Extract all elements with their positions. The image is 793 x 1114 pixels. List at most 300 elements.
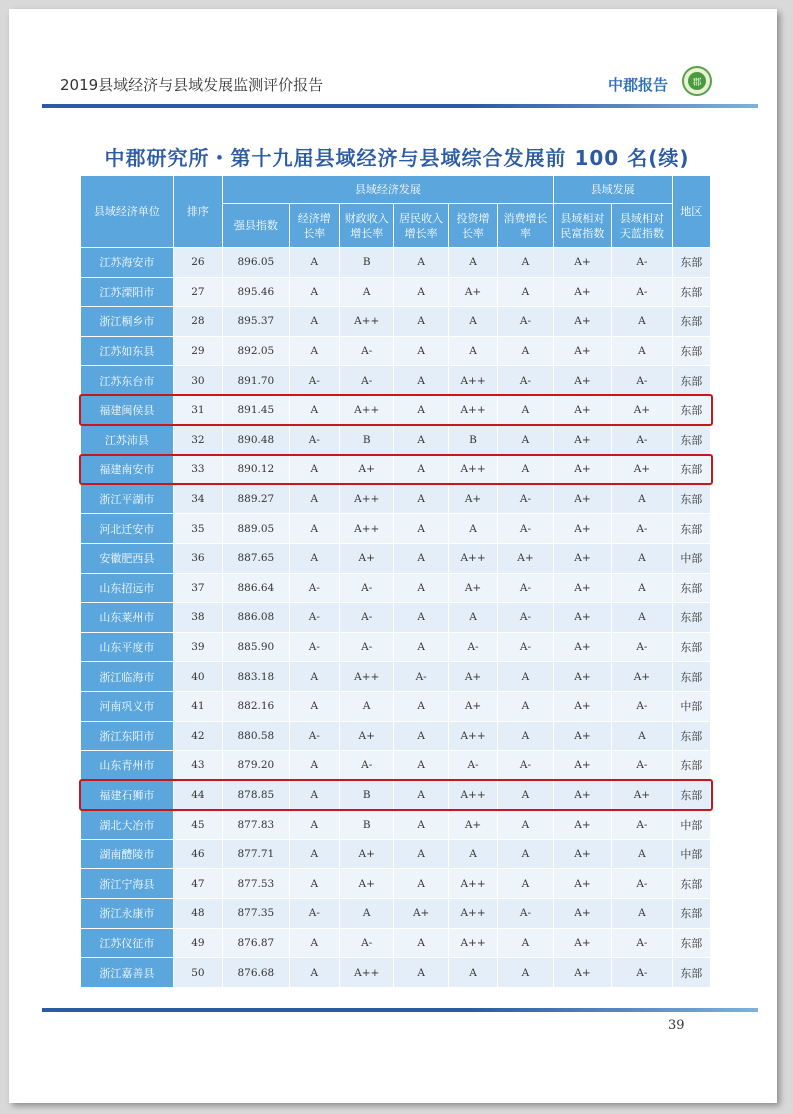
grade-cell: A [340,899,394,929]
grade-cell: B [340,810,394,840]
grade-cell: A++ [340,662,394,692]
grade-cell: A- [498,603,553,633]
grade-cell: A [612,603,672,633]
table-row [81,395,711,425]
index-cell: 886.64 [223,573,290,603]
region-cell: 东部 [672,869,710,899]
table-row [81,751,711,781]
grade-cell: A++ [340,484,394,514]
grade-cell: A++ [448,721,497,751]
county-name-cell: 河南巩义市 [81,691,174,721]
table-row [81,366,711,396]
grade-cell: A [340,691,394,721]
county-name-cell: 江苏海安市 [81,248,174,278]
grade-cell: A [289,336,339,366]
grade-cell: A [498,248,553,278]
region-cell: 东部 [672,603,710,633]
grade-cell: A [394,277,448,307]
table-row [81,839,711,869]
grade-cell: A+ [612,395,672,425]
grade-cell: A- [289,573,339,603]
brand-name: 中郡报告 [608,76,669,94]
subheader-cell: 消费增长率 [498,204,553,248]
grade-cell: A [394,514,448,544]
table-row [81,543,711,573]
grade-cell: A- [612,869,672,899]
grade-cell: A+ [612,780,672,810]
region-cell: 东部 [672,336,710,366]
grade-cell: A [289,307,339,337]
grade-cell: A+ [340,869,394,899]
grade-cell: A [498,810,553,840]
grade-cell: A [612,839,672,869]
grade-cell: A- [394,662,448,692]
rank-cell: 27 [173,277,222,307]
grade-cell: A [394,573,448,603]
rank-cell: 29 [173,336,222,366]
subheader-cell: 投资增长率 [448,204,497,248]
grade-cell: A+ [553,751,611,781]
county-name-cell: 河北迁安市 [81,514,174,544]
index-cell: 895.37 [223,307,290,337]
grade-cell: A [498,395,553,425]
grade-cell: A [394,632,448,662]
table-row [81,721,711,751]
grade-cell: A+ [448,277,497,307]
grade-cell: A [289,248,339,278]
index-cell: 887.65 [223,543,290,573]
grade-cell: A- [289,632,339,662]
rank-cell: 36 [173,543,222,573]
county-name-cell: 安徽肥西县 [81,543,174,573]
grade-cell: A++ [340,395,394,425]
region-cell: 中部 [672,543,710,573]
grade-cell: A [498,839,553,869]
rank-cell: 45 [173,810,222,840]
grade-cell: A+ [553,543,611,573]
grade-cell: B [448,425,497,455]
table-row [81,336,711,366]
grade-cell: A [289,277,339,307]
grade-cell: A [448,307,497,337]
county-name-cell: 湖南醴陵市 [81,839,174,869]
grade-cell: A [394,928,448,958]
grade-cell: A [448,958,497,988]
grade-cell: A- [289,899,339,929]
region-cell: 中部 [672,810,710,840]
grade-cell: A [394,869,448,899]
grade-cell: A [448,839,497,869]
index-cell: 895.46 [223,277,290,307]
table-row [81,277,711,307]
table-row [81,958,711,988]
grade-cell: A [289,780,339,810]
grade-cell: A [289,484,339,514]
rank-cell: 32 [173,425,222,455]
county-name-cell: 山东招远市 [81,573,174,603]
table-row [81,869,711,899]
grade-cell: A+ [340,839,394,869]
grade-cell: A [498,928,553,958]
grade-cell: A [289,691,339,721]
grade-cell: A+ [553,573,611,603]
grade-cell: A- [612,425,672,455]
grade-cell: A+ [553,455,611,485]
grade-cell: A- [498,366,553,396]
table-row [81,573,711,603]
grade-cell: A++ [448,780,497,810]
grade-cell: A+ [340,543,394,573]
header-economy-group: 县域经济发展 [223,176,554,204]
index-cell: 876.68 [223,958,290,988]
region-cell: 东部 [672,395,710,425]
grade-cell: A [289,810,339,840]
region-cell: 东部 [672,425,710,455]
grade-cell: A [289,514,339,544]
county-name-cell: 浙江宁海县 [81,869,174,899]
grade-cell: A- [340,751,394,781]
brand-logo-icon [682,66,712,96]
grade-cell: A- [612,751,672,781]
rank-cell: 35 [173,514,222,544]
grade-cell: A [498,662,553,692]
header-rank: 排序 [173,176,222,248]
rank-cell: 46 [173,839,222,869]
index-cell: 878.85 [223,780,290,810]
subheader-cell: 财政收入增长率 [340,204,394,248]
grade-cell: A+ [553,869,611,899]
index-cell: 883.18 [223,662,290,692]
grade-cell: A [289,958,339,988]
grade-cell: A [394,395,448,425]
grade-cell: A [394,751,448,781]
region-cell: 东部 [672,662,710,692]
grade-cell: A+ [448,484,497,514]
grade-cell: A+ [553,336,611,366]
table-row [81,810,711,840]
grade-cell: A [498,425,553,455]
county-name-cell: 江苏如东县 [81,336,174,366]
grade-cell: A- [498,899,553,929]
region-cell: 东部 [672,751,710,781]
grade-cell: A [612,484,672,514]
grade-cell: A++ [340,307,394,337]
grade-cell: A [394,307,448,337]
grade-cell: A [289,869,339,899]
grade-cell: A [394,543,448,573]
county-name-cell: 浙江东阳市 [81,721,174,751]
rank-cell: 28 [173,307,222,337]
index-cell: 877.35 [223,899,290,929]
grade-cell: A+ [553,277,611,307]
grade-cell: A- [498,514,553,544]
grade-cell: A- [612,514,672,544]
county-name-cell: 浙江临海市 [81,662,174,692]
grade-cell: A [448,514,497,544]
rank-cell: 38 [173,603,222,633]
region-cell: 东部 [672,248,710,278]
county-name-cell: 江苏溧阳市 [81,277,174,307]
grade-cell: A- [448,632,497,662]
grade-cell: A [612,721,672,751]
region-cell: 东部 [672,484,710,514]
grade-cell: A [394,603,448,633]
header-divider [42,104,758,108]
grade-cell: A [498,869,553,899]
rank-cell: 41 [173,691,222,721]
grade-cell: A++ [448,869,497,899]
grade-cell: A++ [448,366,497,396]
grade-cell: A- [498,751,553,781]
grade-cell: A [612,899,672,929]
grade-cell: A [394,455,448,485]
rank-cell: 37 [173,573,222,603]
grade-cell: A- [289,366,339,396]
rank-cell: 31 [173,395,222,425]
region-cell: 东部 [672,958,710,988]
subheader-cell: 居民收入增长率 [394,204,448,248]
grade-cell: A+ [553,928,611,958]
grade-cell: A [498,336,553,366]
table-row [81,248,711,278]
region-cell: 东部 [672,455,710,485]
grade-cell: A+ [553,632,611,662]
grade-cell: A+ [553,395,611,425]
grade-cell: A+ [553,603,611,633]
grade-cell: A [394,691,448,721]
grade-cell: A- [612,632,672,662]
index-cell: 885.90 [223,632,290,662]
index-cell: 890.48 [223,425,290,455]
index-cell: 890.12 [223,455,290,485]
index-cell: 889.27 [223,484,290,514]
grade-cell: A+ [553,366,611,396]
ranking-table [80,175,711,988]
county-name-cell: 江苏沛县 [81,425,174,455]
index-cell: 896.05 [223,248,290,278]
grade-cell: A- [340,632,394,662]
report-title: 2019县域经济与县域发展监测评价报告 [60,76,324,94]
county-name-cell: 浙江平湖市 [81,484,174,514]
grade-cell: B [340,425,394,455]
grade-cell: A- [612,277,672,307]
grade-cell: A+ [553,662,611,692]
grade-cell: B [340,780,394,810]
index-cell: 892.05 [223,336,290,366]
grade-cell: A+ [553,839,611,869]
index-cell: 876.87 [223,928,290,958]
grade-cell: A+ [340,455,394,485]
grade-cell: A++ [448,543,497,573]
table-row [81,928,711,958]
rank-cell: 44 [173,780,222,810]
table-row [81,514,711,544]
index-cell: 877.53 [223,869,290,899]
county-name-cell: 福建闽侯县 [81,395,174,425]
header-unit: 县域经济单位 [81,176,174,248]
index-cell: 877.83 [223,810,290,840]
county-name-cell: 湖北大冶市 [81,810,174,840]
county-name-cell: 山东平度市 [81,632,174,662]
grade-cell: A+ [553,484,611,514]
grade-cell: A+ [448,810,497,840]
grade-cell: A+ [448,573,497,603]
grade-cell: A [289,751,339,781]
grade-cell: A++ [340,958,394,988]
grade-cell: A++ [448,899,497,929]
region-cell: 东部 [672,366,710,396]
county-name-cell: 浙江嘉善县 [81,958,174,988]
table-row [81,691,711,721]
county-name-cell: 福建南安市 [81,455,174,485]
grade-cell: A [394,810,448,840]
grade-cell: A+ [448,691,497,721]
grade-cell: A [394,484,448,514]
table-row [81,307,711,337]
grade-cell: A [340,277,394,307]
grade-cell: A- [340,603,394,633]
table-row [81,632,711,662]
region-cell: 东部 [672,514,710,544]
grade-cell: A++ [448,395,497,425]
grade-cell: A [448,248,497,278]
grade-cell: A [289,928,339,958]
index-cell: 877.71 [223,839,290,869]
table-row [81,484,711,514]
table-row [81,425,711,455]
grade-cell: A+ [553,691,611,721]
grade-cell: A [612,336,672,366]
table-row [81,780,711,810]
grade-cell: A [498,780,553,810]
grade-cell: A+ [498,543,553,573]
grade-cell: A [498,455,553,485]
grade-cell: A [289,543,339,573]
grade-cell: A [498,958,553,988]
grade-cell: A [498,721,553,751]
grade-cell: A- [498,307,553,337]
county-name-cell: 山东青州市 [81,751,174,781]
county-name-cell: 江苏东台市 [81,366,174,396]
region-cell: 东部 [672,277,710,307]
index-cell: 891.70 [223,366,290,396]
region-cell: 东部 [672,928,710,958]
county-name-cell: 浙江桐乡市 [81,307,174,337]
grade-cell: A [289,455,339,485]
page-number: 39 [668,1018,685,1033]
table-row [81,662,711,692]
grade-cell: A- [612,810,672,840]
region-cell: 东部 [672,780,710,810]
grade-cell: A [448,336,497,366]
grade-cell: A- [612,691,672,721]
grade-cell: A++ [340,514,394,544]
logo-mark: 郡 [688,72,706,90]
grade-cell: A [448,603,497,633]
grade-cell: A [612,573,672,603]
rank-cell: 39 [173,632,222,662]
rank-cell: 42 [173,721,222,751]
subheader-cell: 经济增长率 [289,204,339,248]
grade-cell: A+ [553,721,611,751]
grade-cell: A [498,277,553,307]
rank-cell: 43 [173,751,222,781]
region-cell: 东部 [672,721,710,751]
grade-cell: A+ [553,514,611,544]
grade-cell: A- [289,603,339,633]
grade-cell: A [394,366,448,396]
rank-cell: 34 [173,484,222,514]
subheader-cell: 强县指数 [223,204,290,248]
grade-cell: A- [289,425,339,455]
grade-cell: A- [340,366,394,396]
grade-cell: B [340,248,394,278]
grade-cell: A- [498,484,553,514]
grade-cell: A- [612,958,672,988]
grade-cell: A [289,662,339,692]
region-cell: 中部 [672,839,710,869]
grade-cell: A++ [448,928,497,958]
grade-cell: A- [340,928,394,958]
grade-cell: A+ [553,307,611,337]
grade-cell: A [394,248,448,278]
grade-cell: A+ [553,780,611,810]
index-cell: 882.16 [223,691,290,721]
grade-cell: A [498,691,553,721]
table-row [81,899,711,929]
rank-cell: 26 [173,248,222,278]
grade-cell: A- [498,573,553,603]
grade-cell: A- [612,248,672,278]
index-cell: 879.20 [223,751,290,781]
grade-cell: A- [498,632,553,662]
subheader-cell: 县域相对民富指数 [553,204,611,248]
grade-cell: A [394,721,448,751]
grade-cell: A+ [553,810,611,840]
subheader-cell: 县域相对天蓝指数 [612,204,672,248]
rank-cell: 40 [173,662,222,692]
region-cell: 东部 [672,899,710,929]
rank-cell: 33 [173,455,222,485]
grade-cell: A- [340,336,394,366]
county-name-cell: 山东莱州市 [81,603,174,633]
grade-cell: A [394,839,448,869]
grade-cell: A+ [553,248,611,278]
grade-cell: A [394,336,448,366]
region-cell: 东部 [672,307,710,337]
index-cell: 886.08 [223,603,290,633]
footer-divider [42,1008,758,1012]
grade-cell: A [394,425,448,455]
grade-cell: A [394,780,448,810]
table-title: 中郡研究所・第十九届县域经济与县域综合发展前 100 名(续) [104,146,690,170]
grade-cell: A [394,958,448,988]
grade-cell: A++ [448,455,497,485]
table-row [81,455,711,485]
grade-cell: A- [340,573,394,603]
rank-cell: 47 [173,869,222,899]
grade-cell: A+ [394,899,448,929]
region-cell: 中部 [672,691,710,721]
rank-cell: 30 [173,366,222,396]
grade-cell: A- [612,928,672,958]
grade-cell: A+ [553,425,611,455]
rank-cell: 50 [173,958,222,988]
grade-cell: A- [612,366,672,396]
index-cell: 889.05 [223,514,290,544]
grade-cell: A- [289,721,339,751]
rank-cell: 48 [173,899,222,929]
